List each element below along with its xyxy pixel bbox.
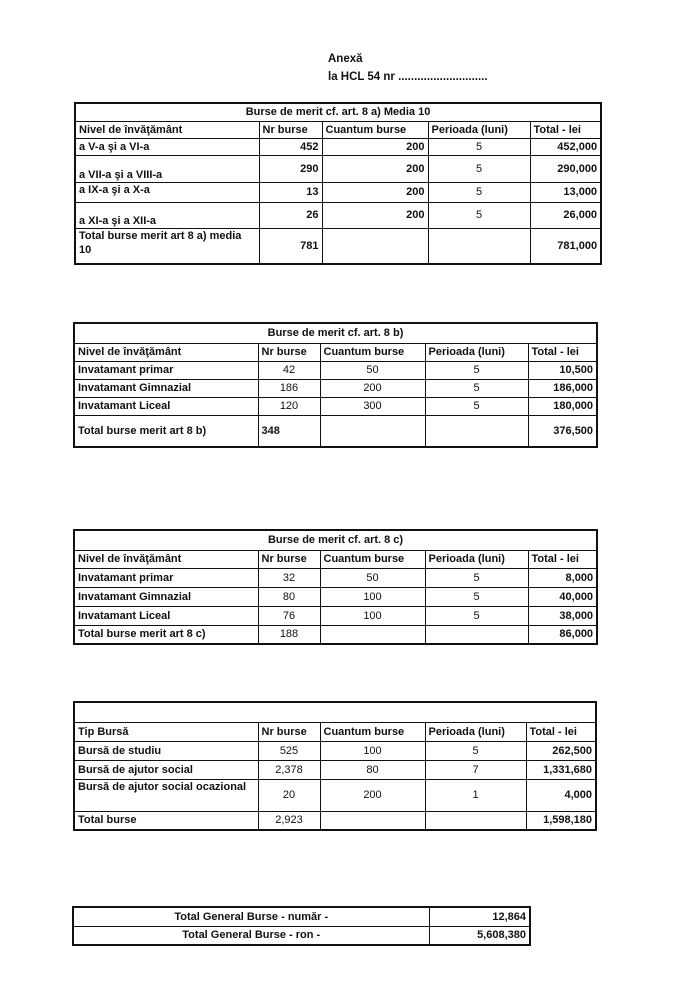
table-row	[74, 760, 596, 779]
cell-count: 452	[259, 138, 322, 155]
cell-period: 5	[425, 587, 528, 606]
cell-amount: 100	[320, 606, 425, 625]
general-ron-label: Total General Burse - ron -	[73, 926, 429, 945]
column-header: Perioada (luni)	[425, 722, 526, 741]
row-label: a IX-a şi a X-a	[75, 182, 259, 202]
merit-table-8b	[73, 322, 598, 448]
cell-amount: 80	[320, 760, 425, 779]
scholarship-type-table	[73, 701, 597, 831]
row-label: Bursă de ajutor social ocazional	[74, 779, 258, 811]
total-label: Total burse merit art 8 b)	[74, 415, 258, 447]
cell-amount: 100	[320, 741, 425, 760]
cell-count: 42	[258, 361, 320, 379]
column-header: Cuantum burse	[320, 343, 425, 361]
empty-cell	[425, 811, 526, 830]
total-count: 781	[259, 228, 322, 264]
table-row	[75, 202, 601, 228]
cell-amount: 200	[322, 138, 428, 155]
column-header: Nivel de învăţământ	[75, 121, 259, 138]
cell-amount: 200	[322, 182, 428, 202]
general-count-row	[73, 907, 530, 926]
total-count: 2,923	[258, 811, 320, 830]
table-title: Burse de merit cf. art. 8 b)	[74, 323, 597, 343]
general-ron-value: 5,608,380	[429, 926, 530, 945]
total-label: Total burse	[74, 811, 258, 830]
cell-period: 5	[428, 138, 530, 155]
cell-total: 40,000	[528, 587, 597, 606]
cell-total: 4,000	[526, 779, 596, 811]
table-row	[75, 155, 601, 182]
table-row	[74, 587, 597, 606]
total-label: Total burse merit art 8 a) media 10	[75, 228, 259, 264]
cell-count: 80	[258, 587, 320, 606]
table-row	[74, 361, 597, 379]
table-row	[74, 606, 597, 625]
row-label: Invatamant Liceal	[74, 606, 258, 625]
table-row	[74, 779, 596, 811]
cell-count: 2,378	[258, 760, 320, 779]
cell-amount: 50	[320, 361, 425, 379]
column-header: Nr burse	[259, 121, 322, 138]
blank-title-row	[74, 702, 596, 722]
cell-amount: 200	[320, 379, 425, 397]
cell-total: 186,000	[528, 379, 597, 397]
document-header	[328, 50, 488, 86]
cell-period: 5	[425, 361, 528, 379]
cell-period: 5	[425, 741, 526, 760]
column-header: Nr burse	[258, 550, 320, 568]
total-count: 348	[258, 415, 320, 447]
cell-count: 13	[259, 182, 322, 202]
table-row	[74, 741, 596, 760]
cell-period: 5	[428, 202, 530, 228]
cell-total: 290,000	[530, 155, 601, 182]
general-count-value: 12,864	[429, 907, 530, 926]
empty-cell	[425, 415, 528, 447]
cell-count: 76	[258, 606, 320, 625]
empty-cell	[320, 415, 425, 447]
cell-period: 1	[425, 779, 526, 811]
cell-count: 120	[258, 397, 320, 415]
row-label: Invatamant primar	[74, 568, 258, 587]
total-amount: 1,598,180	[526, 811, 596, 830]
cell-count: 20	[258, 779, 320, 811]
column-header: Cuantum burse	[322, 121, 428, 138]
column-header: Nr burse	[258, 722, 320, 741]
cell-count: 186	[258, 379, 320, 397]
column-header: Total - lei	[528, 550, 597, 568]
cell-total: 13,000	[530, 182, 601, 202]
column-header: Cuantum burse	[320, 722, 425, 741]
table-row	[75, 182, 601, 202]
cell-period: 5	[425, 606, 528, 625]
table-row	[74, 568, 597, 587]
column-header: Perioada (luni)	[425, 343, 528, 361]
cell-count: 32	[258, 568, 320, 587]
total-row	[74, 811, 596, 830]
cell-period: 5	[425, 397, 528, 415]
cell-total: 8,000	[528, 568, 597, 587]
total-label: Total burse merit art 8 c)	[74, 625, 258, 644]
row-label: a XI-a şi a XII-a	[75, 202, 259, 228]
row-label: Bursă de studiu	[74, 741, 258, 760]
empty-cell	[425, 625, 528, 644]
table-row	[74, 397, 597, 415]
cell-count: 290	[259, 155, 322, 182]
total-amount: 86,000	[528, 625, 597, 644]
row-label: Invatamant primar	[74, 361, 258, 379]
column-header: Total - lei	[526, 722, 596, 741]
row-label: Invatamant Liceal	[74, 397, 258, 415]
cell-period: 7	[425, 760, 526, 779]
row-label: Invatamant Gimnazial	[74, 587, 258, 606]
column-header: Perioada (luni)	[425, 550, 528, 568]
row-label: Invatamant Gimnazial	[74, 379, 258, 397]
column-header: Cuantum burse	[320, 550, 425, 568]
total-amount: 376,500	[528, 415, 597, 447]
empty-cell	[320, 625, 425, 644]
general-totals-table	[72, 906, 531, 946]
cell-amount: 100	[320, 587, 425, 606]
column-header: Total - lei	[530, 121, 601, 138]
column-header: Perioada (luni)	[428, 121, 530, 138]
annex-title: Anexă	[328, 53, 363, 65]
general-count-label: Total General Burse - număr -	[73, 907, 429, 926]
cell-total: 26,000	[530, 202, 601, 228]
cell-period: 5	[428, 182, 530, 202]
row-label: a V-a şi a VI-a	[75, 138, 259, 155]
cell-total: 262,500	[526, 741, 596, 760]
table-row	[74, 379, 597, 397]
total-row	[74, 625, 597, 644]
cell-amount: 200	[320, 779, 425, 811]
empty-cell	[428, 228, 530, 264]
row-label: Bursă de ajutor social	[74, 760, 258, 779]
empty-cell	[320, 811, 425, 830]
column-header: Total - lei	[528, 343, 597, 361]
cell-amount: 50	[320, 568, 425, 587]
cell-amount: 200	[322, 202, 428, 228]
cell-period: 5	[425, 568, 528, 587]
total-row	[74, 415, 597, 447]
general-ron-row	[73, 926, 530, 945]
total-amount: 781,000	[530, 228, 601, 264]
cell-total: 10,500	[528, 361, 597, 379]
column-header: Nivel de învăţământ	[74, 343, 258, 361]
merit-table-8a	[74, 102, 602, 265]
cell-total: 452,000	[530, 138, 601, 155]
column-header: Nivel de învăţământ	[74, 550, 258, 568]
merit-table-8c	[73, 529, 598, 645]
table-title: Burse de merit cf. art. 8 c)	[74, 530, 597, 550]
cell-period: 5	[428, 155, 530, 182]
cell-count: 26	[259, 202, 322, 228]
empty-cell	[322, 228, 428, 264]
table-title: Burse de merit cf. art. 8 a) Media 10	[75, 103, 601, 121]
cell-total: 38,000	[528, 606, 597, 625]
cell-total: 180,000	[528, 397, 597, 415]
cell-count: 525	[258, 741, 320, 760]
table-row	[75, 138, 601, 155]
total-row	[75, 228, 601, 264]
column-header: Tip Bursă	[74, 722, 258, 741]
cell-amount: 200	[322, 155, 428, 182]
row-label: a VII-a şi a VIII-a	[75, 155, 259, 182]
cell-amount: 300	[320, 397, 425, 415]
column-header: Nr burse	[258, 343, 320, 361]
total-count: 188	[258, 625, 320, 644]
cell-period: 5	[425, 379, 528, 397]
annex-reference: la HCL 54 nr ............................	[328, 71, 488, 83]
cell-total: 1,331,680	[526, 760, 596, 779]
